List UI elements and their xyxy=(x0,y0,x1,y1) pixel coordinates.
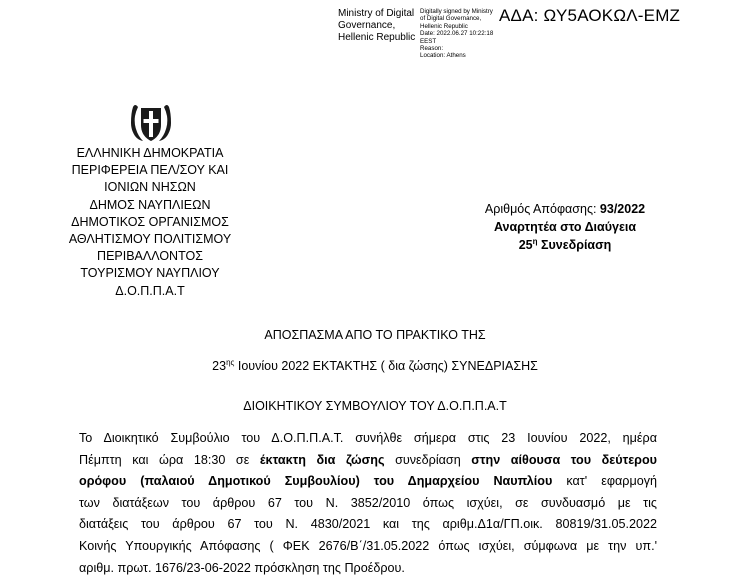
signature-org-line: Ministry of Digital xyxy=(338,8,415,19)
board-title: ΔΙΟΙΚΗΤΙΚΟΥ ΣΥΜΒΟΥΛΙΟΥ ΤΟΥ Δ.Ο.Π.Π.Α.Τ xyxy=(243,399,507,413)
body-line: αριθμ. πρωτ. 1676/23-06-2022 πρόσκληση της Προέδρου. xyxy=(79,560,405,575)
body-emphasis: έκτακτη δια ζώσης xyxy=(259,452,385,467)
body-line xyxy=(79,471,657,493)
issuer-line: ΠΕΡΙΦΕΡΕΙΑ ΠΕΛ/ΣΟΥ ΚΑΙ xyxy=(71,163,229,178)
signature-detail-line: of Digital Governance, xyxy=(420,15,482,23)
greek-coat-of-arms-icon xyxy=(126,99,176,149)
decision-info xyxy=(440,200,690,254)
issuer-line: ΠΕΡΙΒΑΛΛΟΝΤΟΣ xyxy=(97,249,203,264)
decision-label: Αριθμός Απόφασης: xyxy=(484,202,600,216)
ada-code: ΑΔΑ: ΩΥ5ΑΟΚΩΛ-ΕΜΖ xyxy=(499,6,681,25)
body-emphasis: στην αίθουσα του δεύτερου xyxy=(471,452,657,467)
session-day-superscript: ης xyxy=(226,357,235,367)
signature-detail-line: Reason: xyxy=(420,45,444,53)
minutes-body xyxy=(79,428,657,579)
issuer-header xyxy=(40,145,260,300)
session-date-line xyxy=(0,359,750,373)
body-text: συνεδρίαση xyxy=(384,452,472,467)
session-label xyxy=(440,236,690,254)
issuer-line: ΕΛΛΗΝΙΚΗ ΔΗΜΟΚΡΑΤΙΑ xyxy=(76,146,224,160)
issuer-line: ΑΘΛΗΤΙΣΜΟΥ ΠΟΛΙΤΙΣΜΟΥ xyxy=(68,232,232,247)
body-text: Πέμπτη και ώρα 18:30 σε xyxy=(79,452,260,467)
session-day: 23 xyxy=(212,359,227,373)
body-line xyxy=(79,450,657,472)
posted-label: Αναρτητέα στο Διαύγεια xyxy=(493,220,637,234)
issuer-line: ΔΗΜΟΤΙΚΟΣ ΟΡΓΑΝΙΣΜΟΣ xyxy=(71,214,229,229)
body-line: Κοινής Υπουργικής Απόφασης ( ΦΕΚ 2676/Β΄/31.05.2022 όπως ισχύει, σύμφωνα με την υπ.' xyxy=(79,538,657,553)
session-word: Συνεδρίαση xyxy=(537,238,612,252)
signature-details xyxy=(420,8,493,60)
issuer-line: Δ.Ο.Π.Π.Α.Τ xyxy=(115,283,185,298)
signature-detail-line: Hellenic Republic xyxy=(420,22,468,30)
issuer-line: ΔΗΜΟΣ ΝΑΥΠΛΙΕΩΝ xyxy=(89,197,211,212)
issuer-line: ΙΟΝΙΩΝ ΝΗΣΩΝ xyxy=(104,180,196,195)
decision-number-line xyxy=(440,200,690,218)
signature-detail-line: EEST xyxy=(420,37,437,45)
signature-org-line: Hellenic Republic xyxy=(338,32,416,43)
body-line: των διατάξεων του άρθρου 67 του Ν. 3852/2010 όπως ισχύει, σε συνδυασμό με τις xyxy=(79,495,657,510)
body-line: Το Διοικητικό Συμβούλιο του Δ.Ο.Π.Π.Α.Τ. συνήλθε σήμερα στις 23 Ιουνίου 2022, ημέρα xyxy=(79,431,657,445)
decision-number: 93/2022 xyxy=(599,202,646,216)
session-date-rest: Ιουνίου 2022 ΕΚΤΑΚΤΗΣ ( δια ζώσης) ΣΥΝΕΔΡΙΑΣΗΣ xyxy=(234,359,538,373)
signature-detail-line: Digitally signed by Ministry xyxy=(420,8,493,15)
signature-org-line: Governance, xyxy=(338,20,396,31)
body-text: κατ' εφαρμογή xyxy=(552,474,658,489)
signature-detail-line: Location: Athens xyxy=(420,52,466,60)
body-line: διατάξεις του άρθρου 67 του Ν. 4830/2021 και της αριθμ.Δ1α/ΓΠ.οικ. 80819/31.05.2022 xyxy=(79,517,657,532)
issuer-line: ΤΟΥΡΙΣΜΟΥ ΝΑΥΠΛΙΟΥ xyxy=(80,266,220,281)
session-number: 25 xyxy=(518,238,533,252)
body-emphasis: ορόφου (παλαιού Δημοτικού Συμβουλίου) του Δημαρχείου Ναυπλίου xyxy=(79,474,553,489)
session-superscript: η xyxy=(532,236,538,246)
signature-organization xyxy=(338,8,415,44)
excerpt-title: ΑΠΟΣΠΑΣΜΑ ΑΠΟ ΤΟ ΠΡΑΚΤΙΚΟ ΤΗΣ xyxy=(264,328,486,342)
signature-detail-line: Date: 2022.06.27 10:22:18 xyxy=(420,30,494,38)
